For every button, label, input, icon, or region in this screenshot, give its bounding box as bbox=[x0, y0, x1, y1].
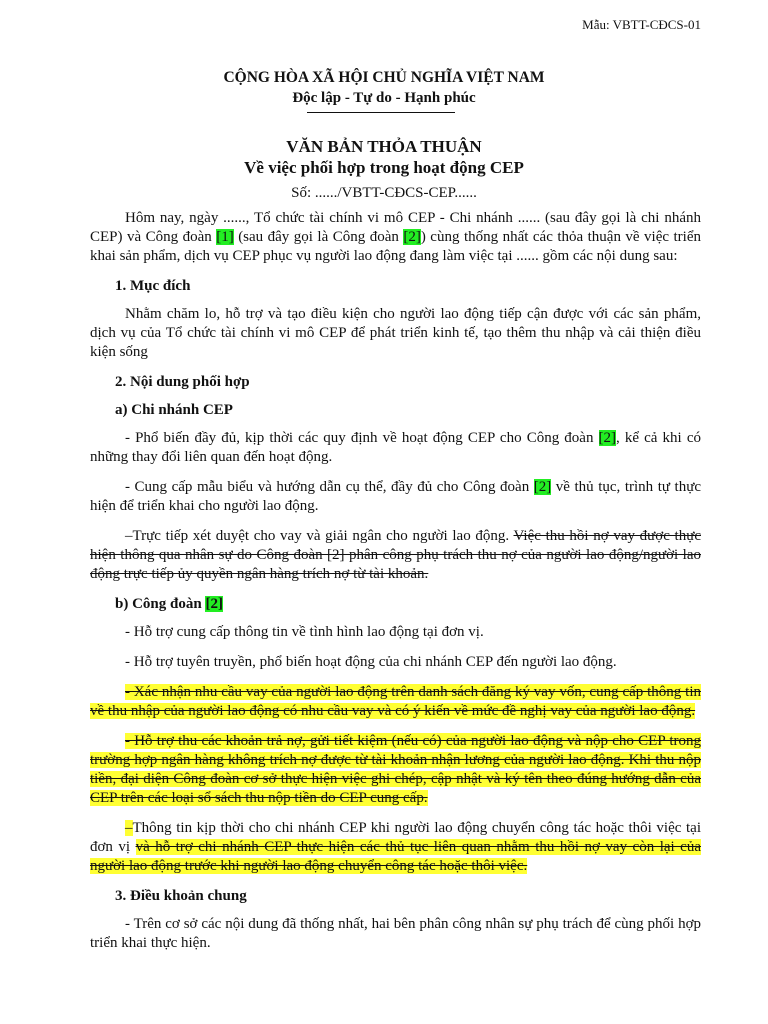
item-text: - Cung cấp mẫu biểu và hướng dẫn cụ thể, đầy đủ cho Công đoàn bbox=[125, 479, 534, 495]
document-body bbox=[90, 209, 701, 964]
footnote-ref-2[interactable]: [2] bbox=[403, 229, 421, 245]
item-text: , kể cả khi có những thay đổi liên quan đến hoạt động. bbox=[90, 430, 701, 465]
section-2b-item-1: - Hỗ trợ cung cấp thông tin về tình hình lao động tại đơn vị. bbox=[125, 624, 484, 640]
form-code: Mẫu: VBTT-CĐCS-01 bbox=[582, 17, 701, 32]
section-1-text: Nhằm chăm lo, hỗ trợ và tạo điều kiện cho người lao động tiếp cận được với các sản phẩm, dịch vụ của Tổ chức tài chính vi mô CEP để phát triển kinh tế, tạo thêm thu nhập và cải thiện điều kiện sống bbox=[90, 306, 701, 360]
section-2b-heading bbox=[90, 595, 701, 614]
document-subtitle: Về việc phối hợp trong hoạt động CEP bbox=[244, 158, 524, 177]
footnote-ref-2[interactable]: [2] bbox=[598, 430, 617, 446]
national-motto: Độc lập - Tự do - Hạnh phúc bbox=[292, 90, 476, 106]
section-2-heading: 2. Nội dung phối hợp bbox=[115, 374, 250, 390]
section-2a-item-3 bbox=[90, 527, 701, 584]
intro-paragraph bbox=[90, 209, 701, 266]
deleted-text: Việc thu hồi nợ vay được thực hiện thông qua nhân sự do Công đoàn [2] phân công phụ trách thu nợ của người lao động/người lao động trực tiếp ủy quyền ngân hàng trích nợ từ tài khoản. bbox=[90, 528, 701, 582]
heading-text: b) Công đoàn bbox=[115, 596, 206, 612]
item-text: về thủ tục, trình tự thực hiện để triển khai cho người lao động. bbox=[90, 479, 702, 514]
national-title: CỘNG HÒA XÃ HỘI CHỦ NGHĨA VIỆT NAM bbox=[223, 69, 545, 86]
section-2b-item-5 bbox=[90, 819, 701, 876]
tracked-change-dash: – bbox=[125, 820, 133, 836]
intro-text-3: ) cùng thống nhất các thỏa thuận về việc triển khai sản phẩm, dịch vụ CEP phục vụ người lao động đang làm việc tại ...... gồm các nội dung sau: bbox=[90, 229, 701, 264]
footnote-ref-1[interactable]: [1] bbox=[216, 229, 234, 245]
item-text: Thông tin kịp thời cho chi nhánh CEP khi người lao động chuyển công tác hoặc thôi việc tại đơn vị bbox=[90, 820, 701, 855]
section-3-heading: 3. Điều khoản chung bbox=[115, 888, 247, 904]
section-2b-item-2: - Hỗ trợ tuyên truyền, phổ biến hoạt động của chi nhánh CEP đến người lao động. bbox=[125, 654, 617, 670]
intro-text-1: Hôm nay, ngày ......, Tổ chức tài chính vi mô CEP - Chi nhánh ...... (sau đây gọi là chi nhánh CEP) và Công đoàn bbox=[90, 210, 701, 245]
document-title: VĂN BẢN THỎA THUẬN bbox=[286, 137, 482, 156]
section-2a-item-2 bbox=[90, 478, 701, 516]
section-2b-item-4 bbox=[90, 732, 701, 808]
motto-underline bbox=[307, 112, 455, 113]
deleted-highlighted-text: - Xác nhận nhu cầu vay của người lao động trên danh sách đăng ký vay vốn, cung cấp thông tin về thu nhập của người lao động có nhu cầu vay và có ý kiến về mức đề nghị vay của người lao động. bbox=[90, 684, 701, 719]
section-1-heading: 1. Mục đích bbox=[115, 278, 191, 294]
intro-text-2: (sau đây gọi là Công đoàn bbox=[233, 229, 404, 245]
deleted-highlighted-text: - Hỗ trợ thu các khoản trả nợ, gửi tiết kiệm (nếu có) của người lao động và nộp cho CEP trong trường hợp ngân hàng không trích nợ được từ tài khoản nhận lương của người lao động. Khi thu nộp tiền, đại diện Công đoàn cơ sở thực hiện việc ghi chép, cập nhật và ký tên theo đúng hướng dẫn của CEP trên các loại sổ sách thu nộp tiền do CEP cung cấp. bbox=[90, 733, 701, 806]
document-number: Số: ....../VBTT-CĐCS-CEP...... bbox=[291, 185, 477, 201]
item-text: - Phổ biến đầy đủ, kịp thời các quy định về hoạt động CEP cho Công đoàn bbox=[125, 430, 599, 446]
section-2b-item-3 bbox=[90, 683, 701, 721]
item-text: Trực tiếp xét duyệt cho vay và giải ngân cho người lao động. bbox=[132, 528, 514, 544]
footnote-ref-2[interactable]: [2] bbox=[533, 479, 552, 495]
tracked-change-dash: – bbox=[125, 528, 133, 544]
footnote-ref-2[interactable]: [2] bbox=[205, 596, 223, 612]
section-2a-heading: a) Chi nhánh CEP bbox=[115, 402, 233, 418]
deleted-highlighted-text: và hỗ trợ chi nhánh CEP thực hiện các thủ tục liên quan nhằm thu hồi nợ vay còn lại của người lao động trước khi người lao động chuyển công tác hoặc thôi việc. bbox=[90, 839, 701, 874]
section-2a-item-1 bbox=[90, 429, 701, 467]
section-3-text: - Trên cơ sở các nội dung đã thống nhất, hai bên phân công nhân sự phụ trách để cùng phối hợp triển khai thực hiện. bbox=[90, 916, 701, 951]
